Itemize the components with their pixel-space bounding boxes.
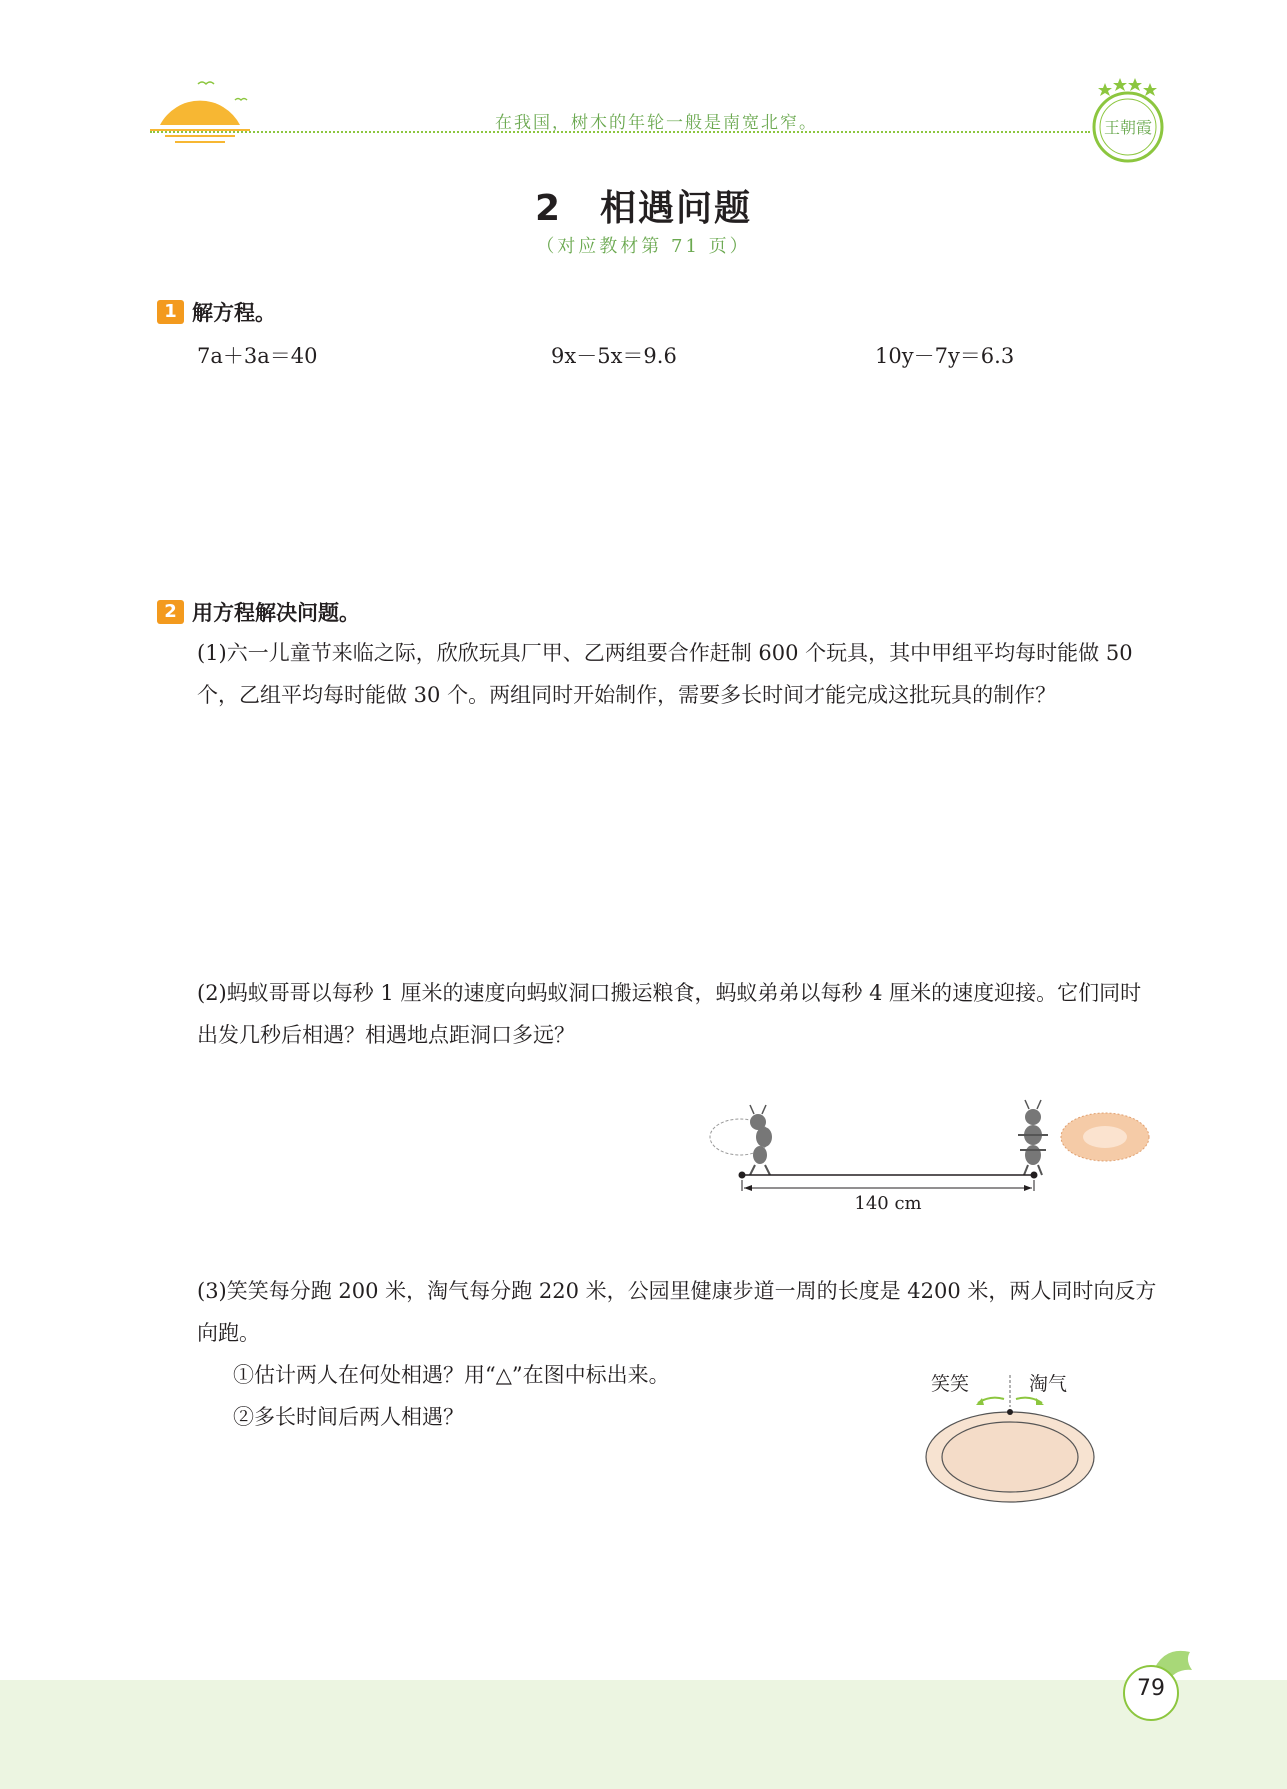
brand-badge-logo — [1085, 75, 1175, 170]
right-runner-name: 淘气 — [1028, 1373, 1068, 1395]
track-inner — [942, 1422, 1078, 1492]
section2-number-badge: 2 — [157, 600, 184, 624]
badge-text: 王朝霞 — [1103, 118, 1153, 137]
ant-distance-diagram — [700, 1095, 1160, 1225]
equation-1: 7a＋3a＝40 — [197, 344, 318, 368]
ant-younger-icon — [1018, 1100, 1048, 1175]
left-runner-name: 笑笑 — [930, 1373, 970, 1395]
header-tagline: 在我国，树木的年轮一般是南宽北窄。 — [495, 113, 818, 133]
equation-2: 9x－5x＝9.6 — [551, 344, 677, 368]
page-title: 2 相遇问题 — [534, 188, 753, 229]
sunset-icon — [150, 70, 260, 150]
question-2-text: 蚂蚁哥哥以每秒 1 厘米的速度向蚂蚁洞口搬运粮食，蚂蚁弟弟以每秒 4 厘米的速度迎接。它们同时出发几秒后相遇？相遇地点距洞口多远？ — [197, 981, 1142, 1047]
start-point — [1007, 1409, 1013, 1415]
question-3-label: (3) — [197, 1279, 227, 1303]
question-1-label: (1) — [197, 641, 227, 665]
equation-3: 10y－7y＝6.3 — [875, 344, 1015, 368]
section1-heading — [157, 297, 276, 327]
question-1-text: 六一儿童节来临之际，欣欣玩具厂甲、乙两组要合作赶制 600 个玩具，其中甲组平均每时能做 50 个，乙组平均每时能做 30 个。两组同时开始制作，需要多长时间才能完成这批玩具的制作？ — [197, 641, 1133, 707]
page-subtitle: （对应教材第 71 页） — [536, 236, 751, 257]
question-2 — [197, 972, 1157, 1056]
question-2-label: (2) — [197, 981, 227, 1005]
footer-background — [0, 1680, 1287, 1789]
question-3 — [197, 1270, 1157, 1354]
running-track-diagram — [920, 1365, 1100, 1505]
section1-heading-text: 解方程。 — [192, 301, 276, 325]
question-3-text: 笑笑每分跑 200 米，淘气每分跑 220 米，公园里健康步道一周的长度是 4200 米，两人同时向反方向跑。 — [197, 1279, 1157, 1345]
section2-heading — [157, 597, 360, 627]
section1-number-badge: 1 — [157, 300, 184, 324]
question-1 — [197, 632, 1157, 716]
question-3-sub1: ①估计两人在何处相遇？用“△”在图中标出来。 — [233, 1363, 670, 1387]
question-3-sub2: ②多长时间后两人相遇？ — [233, 1405, 464, 1429]
distance-label: 140 cm — [854, 1193, 922, 1214]
ant-nest-icon — [1061, 1113, 1149, 1161]
section2-heading-text: 用方程解决问题。 — [192, 601, 360, 625]
page-number: 79 — [1137, 1676, 1165, 1701]
